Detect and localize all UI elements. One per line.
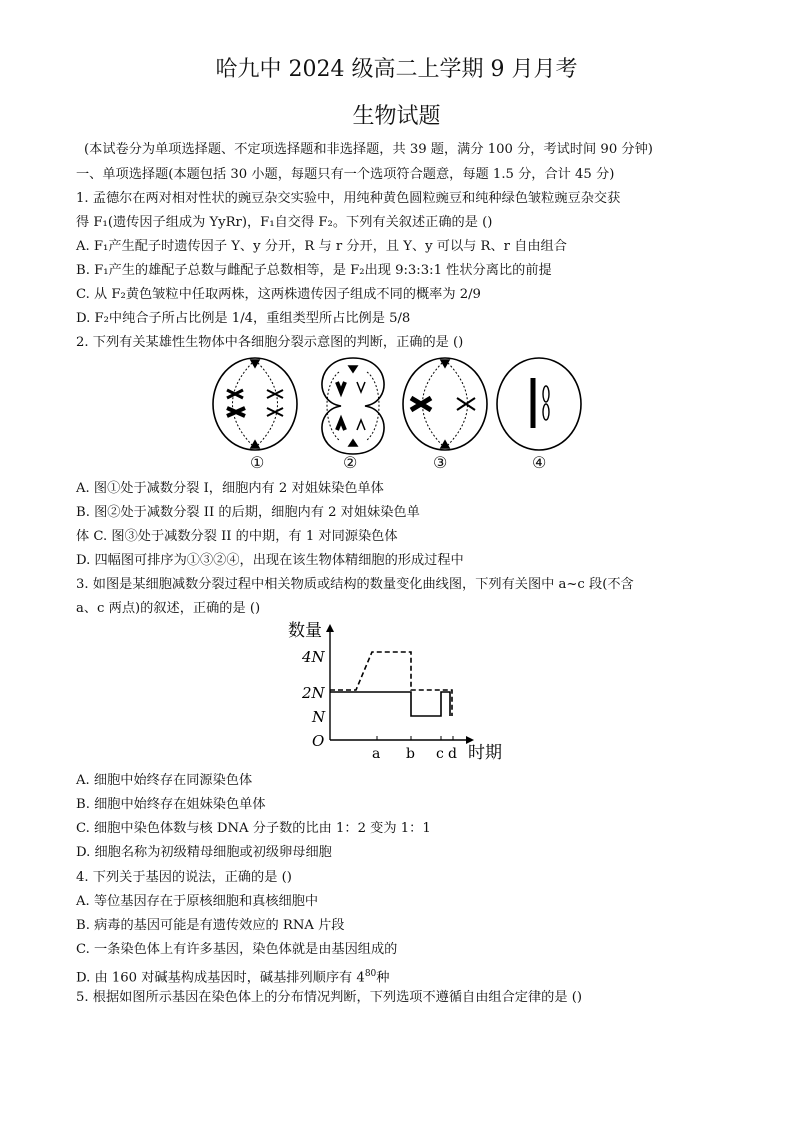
q3-option-b: B. 细胞中始终存在姐妹染色单体 [76, 797, 266, 812]
dashed-series-line [330, 652, 452, 716]
xtick-c: c [436, 746, 444, 762]
q4-stem: 4. 下列关于基因的说法，正确的是 () [76, 870, 292, 885]
cell-label-3: ③ [433, 453, 448, 472]
q4-option-d-suffix: 种 [376, 970, 390, 986]
page-subtitle: 生物试题 [352, 104, 441, 129]
cell-label-4: ④ [532, 453, 547, 472]
q4-option-b: B. 病毒的基因可能是有遗传效应的 RNA 片段 [76, 918, 345, 933]
ytick-4n: 4N [302, 648, 325, 666]
cell-label-1: ① [250, 453, 265, 472]
q3-option-a: A. 细胞中始终存在同源染色体 [76, 773, 253, 788]
q2-stem: 2. 下列有关某雄性生物体中各细胞分裂示意图的判断，正确的是 () [76, 335, 464, 350]
cell-label-2: ② [343, 453, 358, 472]
cell-2 [322, 358, 384, 454]
y-axis-arrow [326, 624, 334, 632]
q4-option-c: C. 一条染色体上有许多基因，染色体就是由基因组成的 [76, 942, 398, 957]
solid-series-line [330, 692, 450, 716]
q2-option-a: A. 图①处于减数分裂 I，细胞内有 2 对姐妹染色单体 [76, 481, 384, 496]
q4-option-d-exponent: 80 [364, 969, 377, 979]
cell-4 [497, 358, 581, 450]
q1-stem-cont: 得 F₁(遗传因子组成为 YyRr)，F₁自交得 F₂。下列有关叙述正确的是 () [76, 215, 493, 230]
page-title: 哈九中 2024 级高二上学期 9 月月考 [215, 57, 578, 82]
quantity-graph [282, 616, 512, 766]
q1-option-a: A. F₁产生配子时遗传因子 Y、y 分开，R 与 r 分开，且 Y、y 可以与 R、r 自由组合 [76, 239, 567, 254]
y-axis-label: 数量 [288, 621, 322, 641]
xtick-d: d [448, 746, 457, 762]
q4-option-d-text: D. 由 160 对碱基构成基因时，碱基排列顺序有 4 [76, 970, 365, 986]
section-heading: 一、单项选择题(本题包括 30 小题，每题只有一个选项符合题意，每题 1.5 分，合计 45 分) [76, 167, 615, 182]
xtick-b: b [406, 746, 415, 762]
ytick-o: O [312, 732, 325, 750]
q2-option-b: B. 图②处于减数分裂 II 的后期，细胞内有 2 对姐妹染色单 [76, 505, 420, 520]
q2-option-c: 体 C. 图③处于减数分裂 II 的中期，有 1 对同源染色体 [76, 529, 398, 544]
q3-option-d: D. 细胞名称为初级精母细胞或初级卵母细胞 [76, 845, 332, 860]
q1-option-d: D. F₂中纯合子所占比例是 1/4，重组类型所占比例是 5/8 [76, 311, 411, 326]
q5-stem: 5. 根据如图所示基因在染色体上的分布情况判断，下列选项不遵循自由组合定律的是 () [76, 990, 583, 1005]
ytick-2n: 2N [302, 684, 325, 702]
q3-stem-cont: a、c 两点)的叙述，正确的是 () [76, 601, 261, 616]
q3-stem: 3. 如图是某细胞减数分裂过程中相关物质或结构的数量变化曲线图，下列有关图中 a~c 段(不含 [76, 577, 634, 592]
cell-3 [403, 358, 487, 450]
exam-intro: (本试卷分为单项选择题、不定项选择题和非选择题，共 39 题，满分 100 分，考试时间 90 分钟) [84, 142, 653, 157]
ytick-n: N [312, 708, 326, 726]
q4-option-d [76, 965, 389, 987]
q3-option-c: C. 细胞中染色体数与核 DNA 分子数的比由 1：2 变为 1：1 [76, 821, 431, 836]
x-axis-label: 时期 [468, 743, 502, 763]
q1-option-c: C. 从 F₂黄色皱粒中任取两株，这两株遗传因子组成不同的概率为 2/9 [76, 287, 481, 302]
q4-option-a: A. 等位基因存在于原核细胞和真核细胞中 [76, 894, 319, 909]
q1-option-b: B. F₁产生的雄配子总数与雌配子总数相等，是 F₂出现 9:3:3:1 性状分离比的前提 [76, 263, 552, 278]
q1-stem: 1. 孟德尔在两对相对性状的豌豆杂交实验中，用纯种黄色圆粒豌豆和纯种绿色皱粒豌豆杂交获 [76, 191, 621, 206]
q2-option-d: D. 四幅图可排序为①③②④，出现在该生物体精细胞的形成过程中 [76, 553, 464, 568]
cell-1 [213, 358, 297, 450]
xtick-a: a [372, 746, 381, 762]
